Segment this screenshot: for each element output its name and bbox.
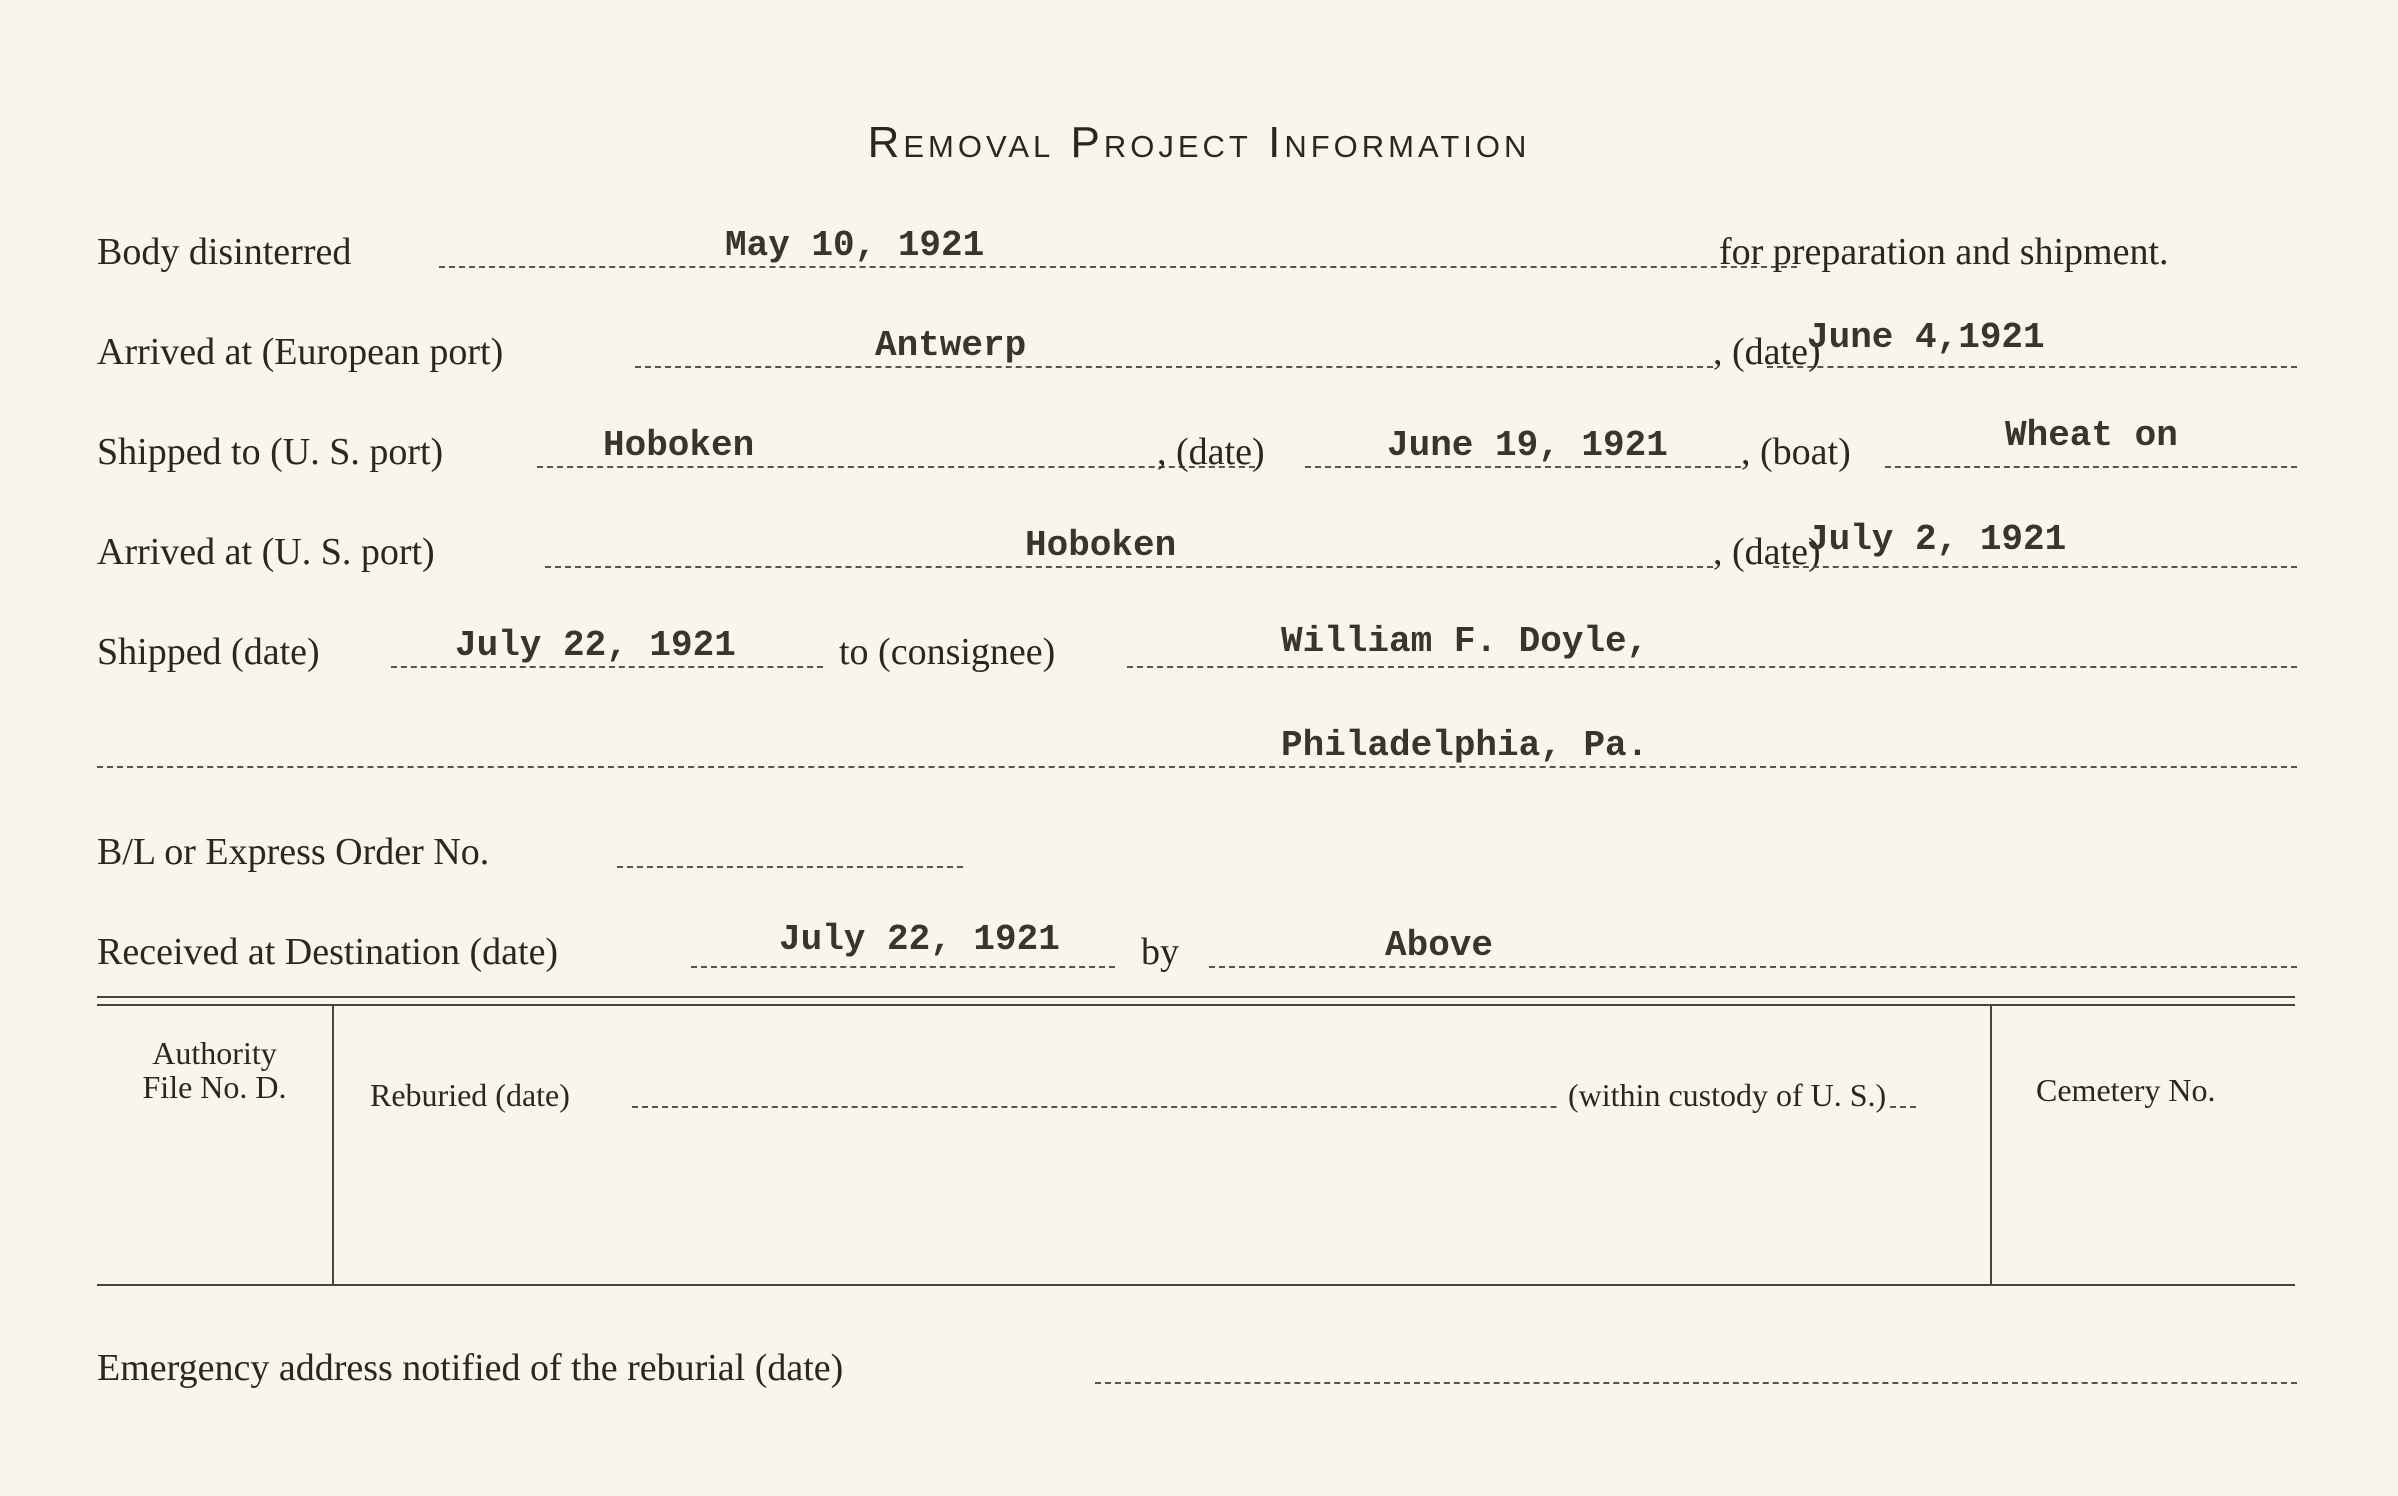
row-shipped-consignee bbox=[97, 618, 2297, 678]
value-shipped-date: June 19, 1921 bbox=[1387, 425, 1668, 466]
label-european-date: , (date) bbox=[1713, 331, 1821, 373]
value-address: Philadelphia, Pa. bbox=[1281, 725, 1649, 766]
label-shipped-date-2: Shipped (date) bbox=[97, 631, 320, 673]
value-arrived-date: July 2, 1921 bbox=[1807, 519, 2067, 560]
label-cemetery-no: Cemetery No. bbox=[2036, 1072, 2216, 1108]
value-shipped-date-2: July 22, 1921 bbox=[455, 625, 736, 666]
line-shipped-date-2 bbox=[391, 666, 823, 668]
label-shipped-date: , (date) bbox=[1157, 431, 1265, 473]
label-received: Received at Destination (date) bbox=[97, 931, 559, 973]
label-boat: , (boat) bbox=[1741, 431, 1851, 473]
line-boat bbox=[1885, 466, 2297, 468]
page-title: Removal Project Information bbox=[867, 118, 1531, 167]
reburied-row bbox=[370, 1068, 1970, 1118]
label-arrived-date: , (date) bbox=[1713, 531, 1821, 573]
line-received-by bbox=[1209, 966, 2297, 968]
line-emergency bbox=[1095, 1382, 2297, 1384]
line-bl bbox=[617, 866, 963, 868]
value-consignee: William F. Doyle, bbox=[1281, 621, 1649, 662]
value-received-date: July 22, 1921 bbox=[779, 919, 1060, 960]
value-european-date: June 4,1921 bbox=[1807, 317, 2045, 358]
line-shipped-us-port bbox=[537, 466, 1255, 468]
value-received-by: Above bbox=[1385, 925, 1494, 966]
value-arrived-us-port: Hoboken bbox=[1025, 525, 1177, 566]
row-address bbox=[97, 718, 2297, 778]
row-emergency bbox=[97, 1334, 2297, 1394]
row-european-port bbox=[97, 318, 2297, 378]
label-by: by bbox=[1141, 931, 1179, 973]
value-shipped-us-port: Hoboken bbox=[603, 425, 755, 466]
authority-label-line2: File No. D. bbox=[142, 1069, 287, 1105]
line-european-date bbox=[1767, 366, 2297, 368]
table-top-rule-2 bbox=[97, 1004, 2295, 1006]
line-shipped-date bbox=[1305, 466, 1741, 468]
authority-label-line1: Authority bbox=[152, 1035, 277, 1071]
label-emergency: Emergency address notified of the reburial (date) bbox=[97, 1347, 844, 1389]
line-consignee bbox=[1127, 666, 2297, 668]
label-disinterred-suffix: for preparation and shipment. bbox=[1719, 231, 2169, 273]
table-divider-left bbox=[332, 1006, 334, 1284]
table-top-rule-1 bbox=[97, 996, 2295, 998]
line-received-date bbox=[691, 966, 1115, 968]
label-european-port: Arrived at (European port) bbox=[97, 331, 504, 373]
label-arrived-us-port: Arrived at (U. S. port) bbox=[97, 531, 435, 573]
value-european-port: Antwerp bbox=[875, 325, 1027, 366]
row-shipped-us-port bbox=[97, 415, 2297, 478]
authority-file-label bbox=[97, 1036, 332, 1104]
label-disinterred: Body disinterred bbox=[97, 231, 352, 273]
line-arrived-us-port bbox=[545, 566, 1713, 568]
label-consignee: to (consignee) bbox=[839, 631, 1056, 673]
value-boat: Wheat on bbox=[2005, 415, 2178, 456]
table-bottom-rule bbox=[97, 1284, 2295, 1286]
row-received bbox=[97, 918, 2297, 978]
row-bl bbox=[97, 818, 2297, 878]
line-arrived-date bbox=[1773, 566, 2297, 568]
row-arrived-us-port bbox=[97, 518, 2297, 578]
line-disinterred bbox=[439, 266, 1797, 268]
label-bl: B/L or Express Order No. bbox=[97, 831, 490, 873]
value-disinterred: May 10, 1921 bbox=[725, 225, 985, 266]
label-custody: (within custody of U. S.) bbox=[1560, 1077, 1886, 1114]
line-address bbox=[97, 766, 2297, 768]
row-disinterred bbox=[97, 218, 2297, 278]
label-shipped-us-port: Shipped to (U. S. port) bbox=[97, 431, 444, 473]
table-divider-right bbox=[1990, 1006, 1992, 1284]
label-reburied: Reburied (date) bbox=[370, 1077, 570, 1113]
line-european-port bbox=[635, 366, 1713, 368]
